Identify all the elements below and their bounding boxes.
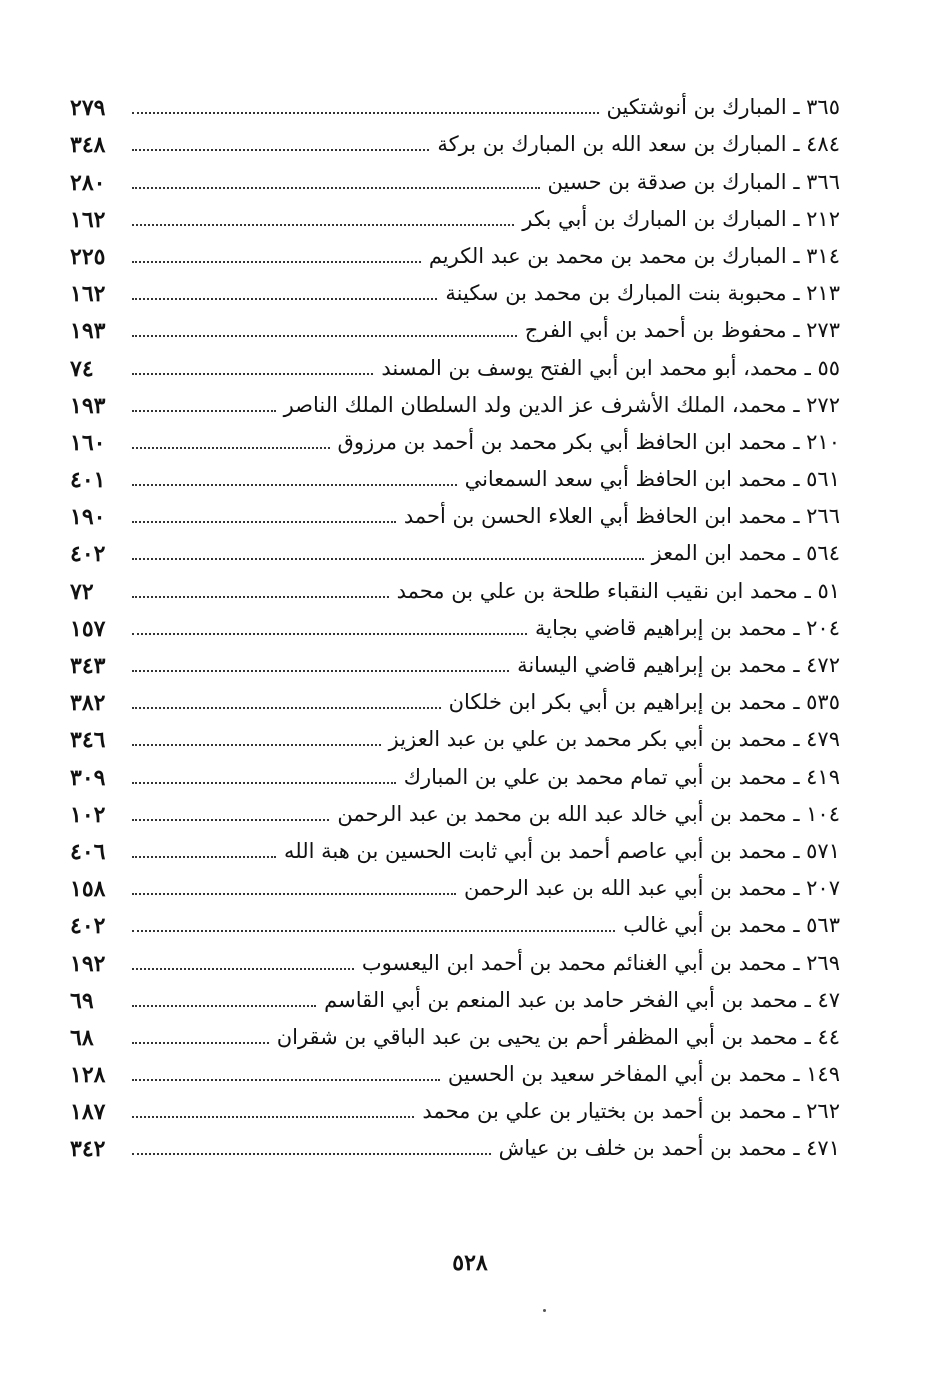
dot-leader	[132, 1079, 440, 1081]
entry-page-number: ٤٠١	[70, 467, 106, 494]
dot-leader	[132, 484, 457, 486]
entry-page-number: ١٩٠	[70, 504, 106, 531]
index-entry	[70, 1088, 840, 1125]
dot-leader	[132, 112, 599, 114]
entry-page-number: ١٩٣	[70, 392, 106, 419]
entry-page-number: ٤٠٢	[70, 913, 106, 940]
entry-title: ٤٧ ـ محمد بن أبي الفخر حامد بن عبد المنعم بن أبي القاسم	[324, 987, 840, 1012]
entry-title: ٤٤ ـ محمد بن أبي المظفر أحم بن يحيى بن عبد الباقي بن شقران	[276, 1024, 840, 1049]
entry-page-number: ٦٩	[70, 987, 94, 1014]
entry-page-number: ٧٤	[70, 355, 94, 382]
dot-leader	[132, 782, 396, 784]
index-entry	[70, 84, 840, 121]
entry-page-number: ٧٢	[70, 578, 94, 605]
index-entry	[70, 977, 840, 1014]
entry-page-number: ٣٠٩	[70, 764, 106, 791]
entry-title: ٥٦٣ ـ محمد بن أبي غالب	[623, 913, 840, 938]
index-entry	[70, 902, 840, 939]
entry-title: ٥٧١ ـ محمد بن أبي عاصم أحمد بن أبي ثابت الحسين بن هبة الله	[284, 838, 840, 863]
entry-title: ٤٧٢ ـ محمد بن إبراهيم قاضي اليسانة	[517, 653, 840, 677]
dot-leader	[132, 819, 329, 821]
dot-leader	[132, 261, 421, 263]
entry-title: ٥٥ ـ محمد، أبو محمد ابن أبي الفتح يوسف بن المسند	[381, 355, 840, 380]
entry-title: ٥٣٥ ـ محمد بن إبراهيم بن أبي بكر ابن خلكان	[448, 690, 840, 715]
index-entry	[70, 791, 840, 828]
dot-leader	[132, 410, 276, 412]
entry-title: ٢١٢ ـ المبارك بن المبارك بن أبي بكر	[522, 206, 840, 231]
entry-title: ٥٦١ ـ محمد ابن الحافظ أبي سعد السمعاني	[464, 467, 840, 492]
index-entry	[70, 716, 840, 753]
dot-leader	[132, 707, 441, 709]
entry-title: ٣٦٥ ـ المبارك بن أنوشتكين	[606, 95, 840, 120]
entry-title: ٢١٣ ـ محبوبة بنت المبارك بن محمد بن سكينة	[445, 281, 840, 306]
dot-leader	[132, 1116, 414, 1118]
index-entry	[70, 642, 840, 679]
entry-page-number: ٣٤٨	[70, 132, 106, 159]
index-entry	[70, 679, 840, 716]
dot-leader	[132, 633, 527, 635]
index-entry	[70, 939, 840, 976]
index-entry	[70, 605, 840, 642]
index-entry	[70, 456, 840, 493]
dot-leader	[132, 893, 456, 895]
entry-page-number: ٤٠٦	[70, 838, 106, 865]
entry-title: ٤٧١ ـ محمد بن أحمد بن خلف بن عياش	[498, 1136, 840, 1161]
dot-leader	[132, 930, 615, 932]
index-entry	[70, 865, 840, 902]
entry-page-number: ٣٨٢	[70, 690, 106, 717]
dot-leader	[132, 373, 373, 375]
index-entry	[70, 233, 840, 270]
index-entry	[70, 121, 840, 158]
entry-title: ٢٧٢ ـ محمد، الملك الأشرف عز الدين ولد السلطان الملك الناصر	[283, 392, 840, 417]
index-entry	[70, 567, 840, 604]
dot-leader	[132, 335, 517, 337]
index-entry	[70, 1051, 840, 1088]
entry-title: ٤١٩ ـ محمد بن أبي تمام محمد بن علي بن المبارك	[403, 764, 840, 789]
entry-page-number: ١٦٠	[70, 429, 106, 456]
entry-title: ٤٨٤ ـ المبارك بن سعد الله بن المبارك بن بركة	[437, 132, 840, 157]
entry-page-number: ٦٨	[70, 1024, 94, 1051]
dot-leader	[132, 596, 389, 598]
index-entry	[70, 1014, 840, 1051]
entry-page-number: ١٢٨	[70, 1062, 106, 1089]
dot-leader	[132, 298, 437, 300]
entry-title: ٤٧٩ ـ محمد بن أبي بكر محمد بن علي بن عبد العزيز	[388, 727, 840, 752]
entry-page-number: ٢٢٥	[70, 243, 106, 270]
entry-page-number: ٤٠٢	[70, 541, 106, 568]
entry-page-number: ١٦٢	[70, 206, 106, 233]
index-entry	[70, 493, 840, 530]
dot-leader	[132, 447, 330, 449]
dot-leader	[132, 187, 540, 189]
dot-leader	[132, 968, 354, 970]
entry-title: ٢٦٦ ـ محمد ابن الحافظ أبي العلاء الحسن بن أحمد	[403, 504, 840, 529]
entry-title: ٣٦٦ ـ المبارك بن صدقة بن حسين	[547, 169, 840, 194]
dot-leader	[132, 1005, 316, 1007]
dot-leader	[132, 1042, 269, 1044]
entry-page-number: ٢٨٠	[70, 169, 106, 196]
index-entry	[70, 530, 840, 567]
dot-leader	[132, 558, 644, 560]
dot-leader	[132, 1153, 491, 1155]
dot-leader	[132, 670, 509, 672]
entry-page-number: ١٠٢	[70, 801, 106, 828]
entry-page-number: ١٦٢	[70, 281, 106, 308]
entry-page-number: ٢٧٩	[70, 95, 106, 122]
index-entry	[70, 307, 840, 344]
entry-page-number: ١٩٢	[70, 950, 106, 977]
index-list	[70, 84, 840, 1162]
entry-title: ٢٠٤ ـ محمد بن إبراهيم قاضي بجاية	[534, 615, 840, 640]
entry-page-number: ٣٤٣	[70, 653, 106, 679]
entry-title: ٢٧٣ ـ محفوظ بن أحمد بن أبي الفرج	[524, 318, 840, 343]
index-entry	[70, 344, 840, 381]
entry-title: ١٤٩ ـ محمد بن أبي المفاخر سعيد بن الحسين	[447, 1062, 840, 1087]
entry-title: ٢٦٢ ـ محمد بن أحمد بن بختيار بن علي بن محمد	[422, 1099, 840, 1124]
index-entry	[70, 158, 840, 195]
entry-page-number: ١٨٧	[70, 1099, 106, 1126]
dot-leader	[132, 856, 276, 858]
dot-leader	[132, 521, 396, 523]
entry-title: ٢١٠ ـ محمد ابن الحافظ أبي بكر محمد بن أحمد بن مرزوق	[337, 429, 840, 454]
index-entry	[70, 419, 840, 456]
entry-page-number: ١٥٨	[70, 876, 106, 903]
index-entry	[70, 270, 840, 307]
entry-page-number: ١٩٣	[70, 318, 106, 345]
index-entry	[70, 828, 840, 865]
entry-page-number: ٣٤٦	[70, 727, 106, 754]
index-entry	[70, 753, 840, 790]
entry-title: ٢٠٧ ـ محمد بن أبي عبد الله بن عبد الرحمن	[463, 876, 840, 901]
dot-leader	[132, 224, 514, 226]
page-number: ٥٢٨	[452, 1250, 488, 1276]
index-entry	[70, 196, 840, 233]
entry-title: ٥١ ـ محمد ابن نقيب النقباء طلحة بن علي بن محمد	[396, 578, 840, 603]
entry-title: ١٠٤ ـ محمد بن أبي خالد عبد الله بن محمد بن عبد الرحمن	[337, 801, 840, 826]
dot-leader	[132, 744, 381, 746]
dot-leader	[132, 149, 429, 151]
entry-page-number: ١٥٧	[70, 615, 106, 642]
scan-speck	[543, 1309, 546, 1312]
index-entry	[70, 382, 840, 419]
entry-title: ٥٦٤ ـ محمد ابن المعز	[651, 541, 840, 566]
entry-page-number: ٣٤٢	[70, 1136, 106, 1163]
index-entry	[70, 1125, 840, 1162]
entry-title: ٢٦٩ ـ محمد بن أبي الغنائم محمد بن أحمد ابن اليعسوب	[361, 950, 840, 975]
entry-title: ٣١٤ ـ المبارك بن محمد بن محمد بن عبد الكريم	[428, 243, 840, 268]
